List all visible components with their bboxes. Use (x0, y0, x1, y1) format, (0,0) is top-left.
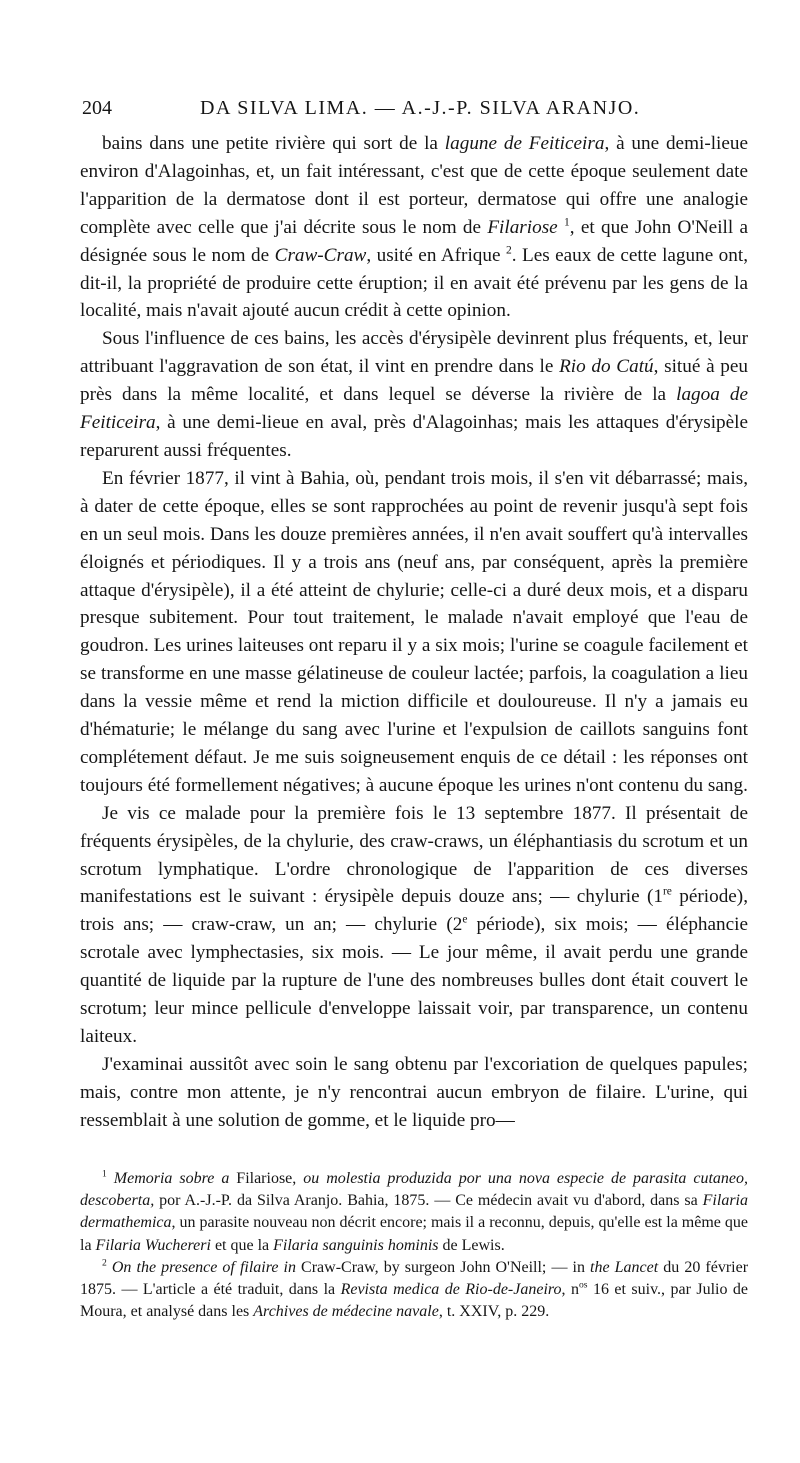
text-run: Je vis ce malade pour la première fois le 13 septembre 1877. Il présentait de fréquents érysipèles, de la chylurie, des craw-craws, un éléphantiasis du scrotum et un scrotum lymphatique. L'ordre chronologique de l'apparition de ces diverses manifestations est le suivant : érysipèle depuis douze ans; — chylurie (1 (80, 802, 748, 908)
text-run: Craw-Craw, by surgeon John O'Neill; — in (295, 1258, 591, 1276)
text-run: En février 1877, il vint à Bahia, où, pendant trois mois, il s'en vit débarrassé; mais, à dater de cette époque, elles se sont rapprochées au point de revenir jusqu'à sept fois en un seul mois. Dans les douze premières années, il n'en avait souffert qu'à intervalles éloignés et périodiques. Il y a trois ans (neuf ans, par conséquent, après la première attaque d'érysipèle), il a été atteint de chylurie; celle-ci a duré deux mois, et a disparu presque subitement. Pour tout traitement, le malade n'avait employé que l'eau de goudron. Les urines laiteuses ont reparu il y a six mois; l'urine se coagule facilement et se transforme en une masse gélatineuse de couleur lactée; parfois, la coagulation a lieu dans la vessie même et rend la miction difficile et douloureuse. Il n'y a jamais eu d'hématurie; le mélange du sang avec l'urine et l'expulsion de caillots sanguins font complétement défaut. Je me suis soigneusement enquis de ce détail : les réponses ont toujours été formellement négatives; à aucune époque les urines n'ont contenu du sang. (80, 467, 748, 796)
italic-text: Filaria sanguinis hominis (273, 1236, 439, 1254)
italic-text: Revista medica de Rio-de-Janeiro (340, 1281, 562, 1299)
text-run: , à une demi-lieue environ d'Alagoinhas, et, un fait intéressant, c'est que de cette époque seulement date l'apparition de la dermatose dont il est porteur, dermatose qui offre une analogie complète avec celle que j'ai décrite sous le nom de (80, 133, 749, 238)
text-run: bains dans une petite rivière qui sort de la (102, 133, 445, 154)
page-header (82, 97, 746, 127)
text-run: du 20 février 1875. — L'article a été traduit, dans la (80, 1258, 749, 1299)
footnote-2 (80, 1257, 748, 1324)
text-run: . Les eaux de cette lagune ont, dit-il, la propriété de produire cette éruption; il en avait été prévenu par les gens de la localité, mais n'avait ajouté aucun crédit à cette opinion. (80, 244, 748, 322)
text-run: J'examinai aussitôt avec soin le sang obtenu par l'excoriation de quelques papules; mais, contre mon attente, je n'y rencontrai aucun embryon de filaire. L'urine, qui ressemblait à une solution de gomme, et le liquide pro— (80, 1053, 748, 1131)
paragraph (80, 800, 748, 1051)
superscript: 1 (102, 1168, 107, 1180)
italic-text: Memoria sobre a (113, 1170, 230, 1187)
text-run: , n (561, 1281, 579, 1299)
superscript: 2 (505, 244, 512, 257)
paragraph (80, 325, 748, 465)
text-run: , un parasite nouveau non décrit encore; mais il a reconnu, depuis, qu'elle est la même que la (80, 1214, 748, 1254)
italic-text: Craw-Craw (274, 244, 367, 266)
paragraph (80, 465, 748, 800)
italic-text: lagoa de Feiticeira (80, 384, 748, 434)
italic-text: lagune de Feiticeira (444, 133, 605, 154)
text-run: période), six mois; — éléphancie scrotale avec lymphectasies, six mois. — Le jour même, il avait perdu une grande quantité de liquide par la rupture de l'une des nombreuses bulles dont était couvert le scrotum; leur mince pellicule d'enveloppe laissait voir, par transparence, un contenu laiteux. (80, 914, 748, 1047)
text-run: por A.-J.-P. da Silva Aranjo. Bahia, 1875. — Ce médecin avait vu d'abord, dans sa (154, 1192, 703, 1210)
italic-text: ou molestia produzida por una nova especie de parasita cutaneo, descoberta, (80, 1170, 748, 1210)
text-run: Sous l'influence de ces bains, les accès d'érysipèle devinrent plus fréquents, et, leur attribuant l'aggravation de son état, il vint en prendre dans le (80, 328, 748, 378)
superscript: os (579, 1279, 588, 1291)
text-run: période), trois ans; — craw-craw, un an; — chylurie (2 (80, 886, 748, 936)
text-run (107, 1170, 114, 1187)
text-run: , à une demi-lieue en aval, près d'Alagoinhas; mais les attaques d'érysipèle reparurent aussi fréquentes. (80, 412, 748, 461)
body-text (80, 130, 748, 1135)
text-run: de Lewis. (438, 1236, 505, 1254)
footnotes (80, 1168, 748, 1323)
text-run: 16 et suiv., par Julio de Moura, et analysé dans les (80, 1281, 749, 1321)
running-head: DA SILVA LIMA. — A.-J.-P. SILVA ARANJO. (200, 97, 641, 119)
paragraph (80, 130, 748, 325)
superscript: e (462, 913, 468, 926)
italic-text: Filariose (487, 216, 558, 238)
text-run: , t. XXIV, p. 229. (438, 1303, 550, 1321)
page-number: 204 (82, 97, 112, 119)
superscript: 2 (102, 1257, 107, 1269)
italic-text: Filaria Wuchereri (95, 1236, 211, 1254)
text-run: et que la (210, 1236, 274, 1254)
italic-text: Rio do Catú (559, 356, 654, 378)
text-run: , situé à peu près dans la même localité, et dans lequel se déverse la rivière de la (80, 356, 748, 406)
text-run: Filariose, (229, 1170, 304, 1187)
text-run: , usité en Afrique (366, 244, 506, 266)
italic-text: On the presence of filaire in (111, 1258, 296, 1276)
italic-text: Filaria dermathemica (80, 1192, 748, 1232)
footnote-1 (80, 1168, 748, 1257)
paragraph (80, 1051, 748, 1135)
superscript: 1 (563, 216, 570, 229)
italic-text: the Lancet (590, 1258, 659, 1276)
italic-text: Archives de médecine navale (253, 1303, 439, 1321)
text-run: , et que John O'Neill a désignée sous le nom de (80, 216, 749, 266)
superscript: re (662, 886, 672, 899)
